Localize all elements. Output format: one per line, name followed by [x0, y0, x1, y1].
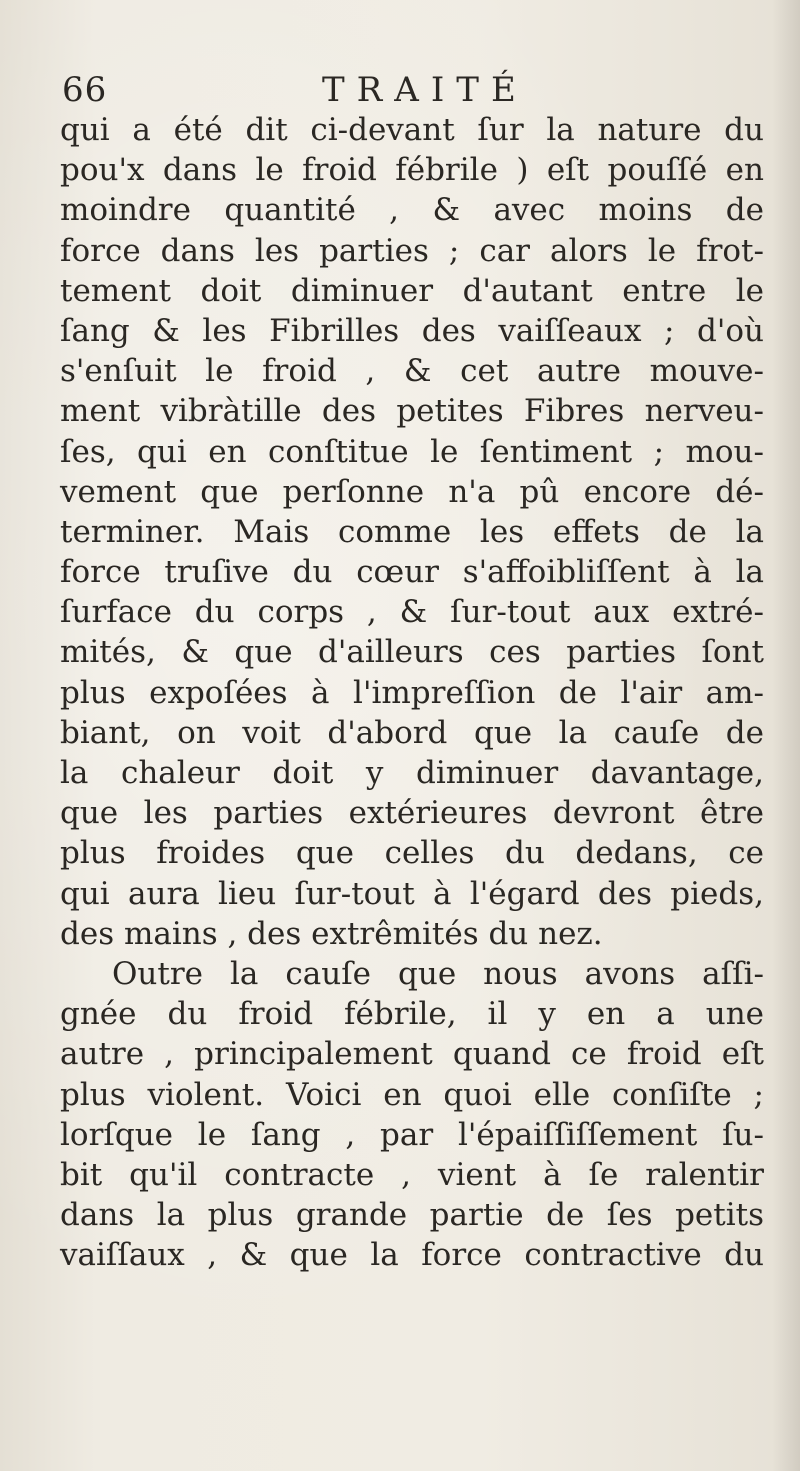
- text-line: gnée du froid fébrile, il y en a une: [60, 996, 764, 1033]
- paragraph-start-line: Outre la cauſe que nous avons aſſi-: [112, 955, 764, 992]
- text-line: vement que perſonne n'a pû encore dé-: [60, 473, 764, 510]
- text-line: s'enſuit le froid , & cet autre mouve-: [60, 353, 764, 390]
- page-header: [62, 68, 702, 112]
- text-line: pou'x dans le froid fébrile ) eſt pouſſé en: [60, 152, 764, 189]
- text-line: mités, & que d'ailleurs ces parties ſont: [60, 634, 764, 671]
- text-line: dans la plus grande partie de ſes petits: [60, 1197, 764, 1234]
- text-line: biant, on voit d'abord que la cauſe de: [60, 714, 764, 751]
- text-line: plus violent. Voici en quoi elle conſiſte ;: [60, 1076, 764, 1113]
- text-line: la chaleur doit y diminuer davantage,: [60, 755, 764, 791]
- text-line: terminer. Mais comme les effets de la: [60, 513, 764, 550]
- text-line: qui aura lieu ſur-tout à l'égard des pieds,: [60, 875, 764, 912]
- text-line: ſurface du corps , & ſur-tout aux extré-: [60, 594, 764, 631]
- text-line: ſang & les Fibrilles des vaiſſeaux ; d'où: [60, 312, 764, 349]
- text-line: ſes, qui en conſtitue le ſentiment ; mou-: [60, 433, 764, 470]
- running-title: TRAITÉ: [322, 70, 528, 110]
- text-line: plus expoſées à l'impreſſion de l'air am-: [60, 674, 764, 711]
- text-line: bit qu'il contracte , vient à ſe ralentir: [60, 1156, 764, 1193]
- paragraph-end-line: des mains , des extrêmités du nez.: [60, 915, 603, 952]
- text-line: force dans les parties ; car alors le frot-: [60, 232, 764, 269]
- page-number: 66: [62, 70, 108, 110]
- text-line: plus froides que celles du dedans, ce: [60, 835, 764, 872]
- text-line: lorſque le ſang , par l'épaiſſiſſement ſu-: [60, 1116, 764, 1153]
- text-line: qui a été dit ci-devant ſur la nature du: [60, 112, 764, 148]
- text-line: moindre quantité , & avec moins de: [60, 192, 764, 229]
- text-line: tement doit diminuer d'autant entre le: [60, 272, 764, 309]
- text-line: que les parties extérieures devront être: [60, 795, 764, 832]
- text-line: autre , principalement quand ce froid eſt: [60, 1036, 764, 1073]
- text-line: vaiſſaux , & que la force contractive du: [60, 1237, 764, 1274]
- text-line: ment vibràtille des petites Fibres nerveu-: [60, 393, 764, 430]
- text-line: force truſive du cœur s'affoibliſſent à la: [60, 554, 764, 591]
- body-text: [60, 110, 764, 1275]
